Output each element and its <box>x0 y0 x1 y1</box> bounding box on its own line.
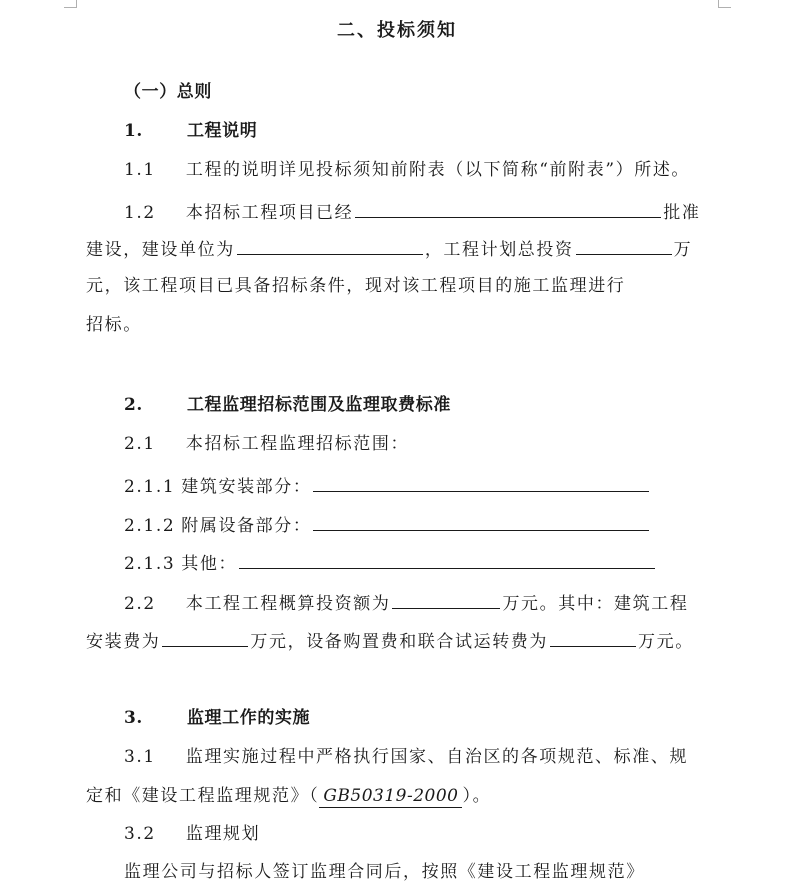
paragraph-3-2-number: 3.2 <box>124 824 156 844</box>
heading-2-number: 2. <box>124 395 143 415</box>
investment-blank[interactable] <box>576 236 672 255</box>
paragraph-3-2 <box>124 823 260 845</box>
paragraph-2-2-text-b: 万元。其中：建筑工程 <box>502 594 689 614</box>
paragraph-1-1-text: 工程的说明详见投标须知前附表（以下简称“前附表”）所述。 <box>185 160 691 180</box>
paragraph-1-2-number: 1.2 <box>124 203 156 223</box>
heading-3-number: 3. <box>124 708 143 728</box>
equipment-blank[interactable] <box>313 512 649 531</box>
paragraph-2-2-text-c: 安装费为 <box>86 632 161 652</box>
other-blank[interactable] <box>239 550 655 569</box>
paragraph-1-2-line-2 <box>86 236 692 261</box>
heading-1 <box>124 120 257 142</box>
paragraph-2-1 <box>124 433 409 455</box>
paragraph-3-1-text-c: ）。 <box>462 786 492 806</box>
budget-blank[interactable] <box>392 590 500 609</box>
paragraph-2-2-text-d: 万元，设备购置费和联合试运转费为 <box>250 632 549 652</box>
paragraph-2-1-1 <box>124 473 651 498</box>
crop-mark-top-left <box>64 0 77 8</box>
paragraph-1-2-text-d: ，工程计划总投资 <box>424 240 574 260</box>
paragraph-2-2-text-e: 万元。 <box>638 632 694 652</box>
paragraph-2-1-1-text: 建筑安装部分： <box>181 477 312 497</box>
paragraph-2-1-2-number: 2.1.2 <box>124 516 176 536</box>
paragraph-1-2-text-b: 批准 <box>663 203 701 223</box>
paragraph-2-1-2 <box>124 512 651 537</box>
paragraph-3-1-text-a: 监理实施过程中严格执行国家、自治区的各项规范、标准、规 <box>185 747 689 767</box>
paragraph-3-3-partial: 监理公司与招标人签订监理合同后，按照《建设工程监理规范》 <box>124 862 645 882</box>
paragraph-3-1-line-1 <box>124 746 688 768</box>
paragraph-2-2-line-1 <box>124 590 688 615</box>
paragraph-1-2-line-4: 招标。 <box>86 315 142 335</box>
document-title: 二、投标须知 <box>337 20 457 41</box>
paragraph-3-1-line-2 <box>86 785 491 808</box>
crop-mark-top-right <box>718 0 731 8</box>
paragraph-2-1-number: 2.1 <box>124 434 156 454</box>
paragraph-2-1-2-text: 附属设备部分： <box>181 516 312 536</box>
paragraph-1-2-text-a: 本招标工程项目已经 <box>185 203 354 223</box>
paragraph-1-2-line-1 <box>124 199 700 224</box>
paragraph-1-1-number: 1.1 <box>124 160 156 180</box>
paragraph-2-2-line-2 <box>86 628 694 653</box>
paragraph-1-2-text-c: 建设，建设单位为 <box>86 240 235 260</box>
paragraph-3-1-number: 3.1 <box>124 747 156 767</box>
paragraph-2-1-3-number: 2.1.3 <box>124 554 176 574</box>
heading-3-text: 监理工作的实施 <box>186 708 311 728</box>
building-install-blank[interactable] <box>313 473 649 492</box>
paragraph-2-1-3-text: 其他： <box>181 554 238 574</box>
paragraph-1-1 <box>124 159 690 181</box>
section-heading-general: （一）总则 <box>124 82 212 102</box>
paragraph-2-1-1-number: 2.1.1 <box>124 477 176 497</box>
install-fee-blank[interactable] <box>162 628 248 647</box>
equipment-fee-blank[interactable] <box>550 628 636 647</box>
standard-code: GB50319-2000 <box>319 785 462 808</box>
paragraph-3-1-text-b: 定和《建设工程监理规范》（ <box>86 786 320 806</box>
paragraph-2-1-text: 本招标工程监理招标范围： <box>185 434 410 454</box>
paragraph-1-2-text-e: 万 <box>673 240 693 260</box>
heading-3 <box>124 707 310 729</box>
heading-1-text: 工程说明 <box>186 121 258 141</box>
heading-2-text: 工程监理招标范围及监理取费标准 <box>186 395 451 415</box>
paragraph-2-2-number: 2.2 <box>124 594 156 614</box>
approval-blank[interactable] <box>355 199 661 218</box>
owner-blank[interactable] <box>237 236 423 255</box>
paragraph-2-1-3 <box>124 550 657 575</box>
heading-1-number: 1. <box>124 121 143 141</box>
paragraph-1-2-line-3: 元，该工程项目已具备招标条件，现对该工程项目的施工监理进行 <box>86 276 626 296</box>
paragraph-3-2-text: 监理规划 <box>185 824 261 844</box>
heading-2 <box>124 394 451 416</box>
paragraph-2-2-text-a: 本工程工程概算投资额为 <box>185 594 391 614</box>
